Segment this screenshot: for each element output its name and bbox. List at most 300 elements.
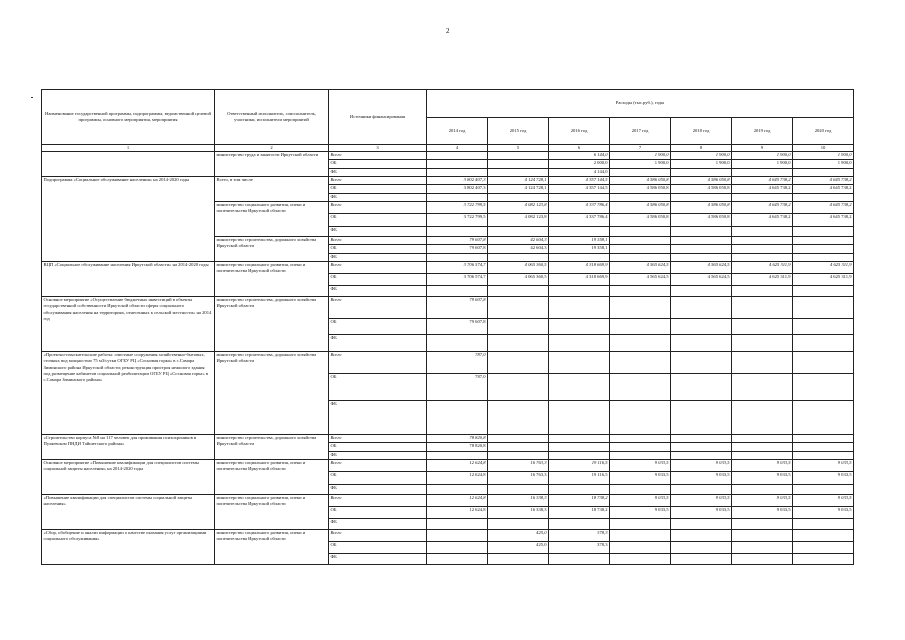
expense-value: 4 357 144,5: [549, 185, 610, 194]
funding-source: ОБ: [329, 374, 427, 401]
expense-value: 1 900,0: [671, 152, 732, 160]
executor: министерство социального развития, опеки и попечительства Иркутской области: [215, 202, 329, 237]
expense-value: [732, 237, 793, 245]
funding-source: Всего: [329, 352, 427, 374]
expense-value: 3 802 407,3: [427, 177, 488, 185]
header-name: Наименование государственной программы, подпрограммы, ведомственной целевой программы, основного мероприятия, мероприятия: [42, 90, 215, 145]
expense-value: [671, 530, 732, 542]
expense-value: [732, 227, 793, 237]
expense-value: [793, 554, 854, 565]
expense-value: [793, 335, 854, 352]
expense-value: [427, 169, 488, 177]
expense-value: [610, 352, 671, 374]
expense-value: 9 033,5: [671, 495, 732, 507]
column-number: 6: [549, 145, 610, 152]
expense-value: 19 358,1: [549, 245, 610, 254]
column-number: 3: [329, 145, 427, 152]
expense-value: 4 645 738,2: [793, 185, 854, 194]
expense-value: [732, 401, 793, 435]
funding-source: Всего: [329, 262, 427, 274]
expense-value: 3 802 407,3: [427, 185, 488, 194]
expense-value: 1 900,0: [610, 160, 671, 169]
expense-value: 9 033,5: [610, 460, 671, 472]
expense-value: [793, 352, 854, 374]
expense-value: [549, 443, 610, 452]
expense-value: [549, 335, 610, 352]
expense-value: 3 706 574,7: [427, 274, 488, 286]
expense-value: 9 033,5: [732, 507, 793, 519]
expense-value: [671, 194, 732, 202]
executor: министерство строительства, дорожного хозяйства Иркутской области: [215, 435, 329, 460]
activity-name: «Повышение квалификации для специалистов системы социальной защиты населения»: [42, 495, 215, 530]
expense-value: [610, 554, 671, 565]
funding-source: ОБ: [329, 443, 427, 452]
expense-value: [427, 554, 488, 565]
expense-value: 9 033,5: [610, 495, 671, 507]
funding-source: ФБ: [329, 169, 427, 177]
header-expenses: Расходы (тыс.руб.), годы: [427, 90, 854, 118]
expense-value: [549, 297, 610, 319]
expense-value: 1 900,0: [610, 152, 671, 160]
expense-value: [549, 286, 610, 297]
funding-source: ФБ: [329, 485, 427, 495]
expense-value: 78 820,8: [427, 443, 488, 452]
column-number: 2: [215, 145, 329, 152]
page-number: 2: [446, 27, 450, 35]
expense-value: 787,0: [427, 374, 488, 401]
column-number: 10: [793, 145, 854, 152]
expense-value: 79 607,8: [427, 245, 488, 254]
expense-value: 4 586 050,8: [610, 185, 671, 194]
expense-value: [610, 519, 671, 530]
expense-value: [793, 254, 854, 262]
executor: министерство социального развития, опеки и попечительства Иркутской области: [215, 262, 329, 297]
expense-value: [488, 169, 549, 177]
expense-value: [610, 374, 671, 401]
expense-value: 9 033,5: [732, 460, 793, 472]
expense-value: [427, 227, 488, 237]
activity-name: «Строительство корпуса №8 на 117 человек для проживания психохроников в Пуляевском ПНДИ Тайшетского района»: [42, 435, 215, 460]
expense-value: [488, 319, 549, 335]
expense-value: 12 624,8: [427, 460, 488, 472]
expense-value: 787,0: [427, 352, 488, 374]
funding-source: Всего: [329, 530, 427, 542]
table-row: [42, 152, 854, 160]
expense-value: [671, 374, 732, 401]
header-year: 2020 год: [793, 118, 854, 145]
expense-value: [671, 297, 732, 319]
header-year: 2017 год: [610, 118, 671, 145]
expense-value: [610, 435, 671, 443]
expense-value: 4 337 786,4: [549, 214, 610, 227]
expense-value: 9 033,5: [732, 495, 793, 507]
expense-value: 16 763,3: [488, 472, 549, 485]
expense-value: [427, 485, 488, 495]
expense-value: [488, 554, 549, 565]
expense-value: 1 900,0: [671, 160, 732, 169]
expense-value: [610, 237, 671, 245]
expense-value: 1 900,0: [732, 160, 793, 169]
expense-value: [732, 542, 793, 554]
expense-value: [427, 530, 488, 542]
expense-value: 4 586 050,8: [610, 214, 671, 227]
funding-source: ОБ: [329, 542, 427, 554]
funding-source: ФБ: [329, 519, 427, 530]
expense-value: [549, 319, 610, 335]
header-year: 2019 год: [732, 118, 793, 145]
expense-value: [732, 554, 793, 565]
expense-value: [549, 194, 610, 202]
expense-value: 19 116,5: [549, 460, 610, 472]
expense-value: 9 033,5: [671, 507, 732, 519]
expense-value: [732, 519, 793, 530]
expense-value: 4 645 738,2: [732, 214, 793, 227]
expense-value: 4 082 123,8: [488, 202, 549, 214]
funding-source: Всего: [329, 460, 427, 472]
expense-value: [671, 254, 732, 262]
activity-name: ВЦП «Социальное обслуживание населения Иркутской области» на 2014-2020 годы: [42, 262, 215, 297]
expense-value: [671, 519, 732, 530]
expense-value: 4 144,0: [549, 169, 610, 177]
expense-value: [427, 194, 488, 202]
executor: министерство социального развития, опеки и попечительства Иркутской области: [215, 530, 329, 565]
funding-source: ФБ: [329, 401, 427, 435]
executor: министерство труда и занятости Иркутской области: [215, 152, 329, 177]
expense-value: [671, 169, 732, 177]
expense-value: [671, 286, 732, 297]
expense-value: 4 645 738,2: [732, 177, 793, 185]
expense-value: [793, 319, 854, 335]
expense-value: 4 082 123,8: [488, 214, 549, 227]
expense-value: [732, 485, 793, 495]
expense-value: 1 900,0: [793, 152, 854, 160]
expense-value: [671, 435, 732, 443]
expense-value: 4 586 050,8: [610, 177, 671, 185]
expense-value: [732, 374, 793, 401]
column-number: 5: [488, 145, 549, 152]
expense-value: [793, 452, 854, 460]
table-row: [42, 530, 854, 542]
expense-value: 4 124 728,1: [488, 177, 549, 185]
expense-value: [427, 160, 488, 169]
funding-source: ФБ: [329, 335, 427, 352]
expense-value: [427, 401, 488, 435]
column-number: 1: [42, 145, 215, 152]
expense-value: [610, 245, 671, 254]
expense-value: 2 000,0: [549, 160, 610, 169]
expense-value: 4 625 311,9: [732, 274, 793, 286]
expense-value: [549, 401, 610, 435]
expense-value: [488, 435, 549, 443]
expense-value: [671, 554, 732, 565]
expense-value: [549, 554, 610, 565]
expense-value: [427, 519, 488, 530]
expense-value: [732, 297, 793, 319]
table-row: [42, 435, 854, 443]
expense-value: [732, 435, 793, 443]
expense-value: 4 565 624,5: [610, 262, 671, 274]
expense-value: [427, 152, 488, 160]
funding-source: ФБ: [329, 554, 427, 565]
funding-source: ОБ: [329, 274, 427, 286]
expense-value: 3 722 799,5: [427, 202, 488, 214]
expense-value: 9 033,5: [610, 507, 671, 519]
expense-value: [488, 194, 549, 202]
activity-name: «Проектно-изыскательские работы: очистные сооружения хозяйственно-бытовых, сточных вод мощностью 75 м3/сутки ОГБУ РЦ «Сосновая горка» в с.Самара Зиминского района Иркутской области; реконструкция пристроя нежилого здания под размещение кабинетов социальной реабилитации ОГБУ РЦ «Сосновая горка» в с.Самара Зиминского района»: [42, 352, 215, 435]
header-year: 2018 год: [671, 118, 732, 145]
funding-source: Всего: [329, 152, 427, 160]
expense-value: [793, 542, 854, 554]
expense-value: 4 586 050,8: [671, 185, 732, 194]
expense-value: [610, 254, 671, 262]
expense-value: [610, 319, 671, 335]
expense-value: 12 624,8: [427, 472, 488, 485]
expense-value: [732, 452, 793, 460]
column-number: 4: [427, 145, 488, 152]
header-year: 2014 год: [427, 118, 488, 145]
activity-name: Основное мероприятие «Осуществление бюджетных инвестиций в объекты государственной собственности Иркутской области сферы социального обслуживания населения на территориях, отнесенных к сельской местности» на 2014 год: [42, 297, 215, 352]
expense-value: [610, 530, 671, 542]
activity-name: Основное мероприятие «Повышение квалификации для специалистов системы социальной защиты населения» на 2014-2020 годы: [42, 460, 215, 495]
expense-value: [610, 443, 671, 452]
expense-value: 18 738,2: [549, 495, 610, 507]
expense-value: [671, 452, 732, 460]
expense-value: 16 763,3: [488, 460, 549, 472]
expense-value: [549, 352, 610, 374]
expense-value: 378,3: [549, 542, 610, 554]
expense-value: 9 033,5: [793, 460, 854, 472]
expense-value: 79 607,8: [427, 319, 488, 335]
expense-value: [610, 335, 671, 352]
expense-value: [793, 237, 854, 245]
expense-value: 4 318 669,9: [549, 262, 610, 274]
expense-value: [549, 227, 610, 237]
expense-value: [793, 443, 854, 452]
expense-value: [793, 485, 854, 495]
expense-value: [793, 286, 854, 297]
expense-value: 9 033,5: [671, 472, 732, 485]
expense-value: 4 065 360,5: [488, 274, 549, 286]
expense-value: 9 033,5: [671, 460, 732, 472]
expense-value: [427, 452, 488, 460]
column-number: 8: [671, 145, 732, 152]
funding-source: ОБ: [329, 185, 427, 194]
expense-value: 4 586 050,8: [671, 202, 732, 214]
expense-value: 18 738,2: [549, 507, 610, 519]
expense-value: 4 645 738,2: [793, 214, 854, 227]
funding-source: ОБ: [329, 507, 427, 519]
expense-value: 4 357 144,5: [549, 177, 610, 185]
executor: министерство социального развития, опеки и попечительства Иркутской области: [215, 460, 329, 495]
expense-value: 16 338,3: [488, 507, 549, 519]
expense-value: [671, 319, 732, 335]
header-executor: Ответственный исполнитель, соисполнитель, участники, исполнители мероприятий: [215, 90, 329, 145]
expense-value: [427, 254, 488, 262]
expense-value: [488, 254, 549, 262]
expense-value: 4 586 050,8: [671, 177, 732, 185]
activity-name: Подпрограмма «Социальное обслуживание населения» на 2014-2020 годы: [42, 177, 215, 262]
expense-value: 6 144,0: [549, 152, 610, 160]
executor: министерство социального развития, опеки и попечительства Иркутской области: [215, 495, 329, 530]
expense-value: 12 624,8: [427, 495, 488, 507]
expense-value: 42 604,3: [488, 245, 549, 254]
expense-value: [732, 254, 793, 262]
margin-mark: [31, 97, 33, 98]
expense-value: 4 565 624,5: [610, 274, 671, 286]
expense-value: 4 645 738,2: [793, 202, 854, 214]
executor: министерство строительства, дорожного хозяйства Иркутской области: [215, 297, 329, 352]
expense-value: [488, 335, 549, 352]
expense-value: 4 625 311,9: [793, 262, 854, 274]
expense-value: [610, 286, 671, 297]
funding-source: ОБ: [329, 245, 427, 254]
executor: министерство строительства, дорожного хозяйства Иркутской области: [215, 352, 329, 435]
expense-value: [488, 452, 549, 460]
expense-value: 9 033,5: [793, 472, 854, 485]
expense-value: [610, 452, 671, 460]
expense-value: [610, 542, 671, 554]
expense-value: 4 586 050,8: [610, 202, 671, 214]
expense-value: [732, 194, 793, 202]
expense-value: [610, 297, 671, 319]
expense-value: [793, 245, 854, 254]
expense-value: [549, 519, 610, 530]
funding-source: Всего: [329, 297, 427, 319]
expense-value: [732, 319, 793, 335]
funding-source: ФБ: [329, 286, 427, 297]
expense-value: [610, 169, 671, 177]
expense-value: 4 065 360,5: [488, 262, 549, 274]
table-row: [42, 177, 854, 185]
expense-value: [488, 152, 549, 160]
expense-value: 425,0: [488, 542, 549, 554]
expense-value: [671, 485, 732, 495]
expense-value: 9 033,5: [610, 472, 671, 485]
expense-value: [427, 286, 488, 297]
table-row: [42, 297, 854, 319]
expense-value: [488, 297, 549, 319]
expense-value: [610, 401, 671, 435]
expense-value: 1 900,0: [793, 160, 854, 169]
header-year: 2015 год: [488, 118, 549, 145]
budget-table: [41, 89, 854, 565]
funding-source: Всего: [329, 495, 427, 507]
executor: Всего, в том числе: [215, 177, 329, 202]
expense-value: 4 565 624,5: [671, 274, 732, 286]
funding-source: ФБ: [329, 194, 427, 202]
expense-value: [610, 485, 671, 495]
funding-source: ФБ: [329, 254, 427, 262]
funding-source: ОБ: [329, 319, 427, 335]
expense-value: 4 645 738,2: [732, 185, 793, 194]
expense-value: [488, 160, 549, 169]
expense-value: [732, 169, 793, 177]
expense-value: 79 607,8: [427, 237, 488, 245]
expense-value: 19 358,1: [549, 237, 610, 245]
expense-value: [671, 443, 732, 452]
funding-source: ОБ: [329, 472, 427, 485]
expense-value: [488, 286, 549, 297]
expense-value: [671, 237, 732, 245]
expense-value: [793, 169, 854, 177]
expense-value: 9 033,5: [793, 495, 854, 507]
expense-value: [549, 452, 610, 460]
expense-value: [732, 443, 793, 452]
expense-value: [793, 435, 854, 443]
expense-value: 4 625 311,9: [732, 262, 793, 274]
expense-value: [793, 194, 854, 202]
expense-value: [671, 401, 732, 435]
expense-value: [671, 352, 732, 374]
expense-value: 425,0: [488, 530, 549, 542]
expense-value: [549, 435, 610, 443]
expense-value: [488, 443, 549, 452]
funding-source: Всего: [329, 435, 427, 443]
expense-value: [793, 519, 854, 530]
expense-value: [549, 485, 610, 495]
header-year: 2016 год: [549, 118, 610, 145]
expense-value: [793, 401, 854, 435]
expense-value: [671, 245, 732, 254]
expense-value: [549, 254, 610, 262]
funding-source: ОБ: [329, 160, 427, 169]
expense-value: 9 033,5: [793, 507, 854, 519]
expense-value: [732, 352, 793, 374]
expense-value: 4 625 311,9: [793, 274, 854, 286]
funding-source: Всего: [329, 237, 427, 245]
expense-value: 1 900,0: [732, 152, 793, 160]
expense-value: [488, 401, 549, 435]
expense-value: [732, 286, 793, 297]
expense-value: 4 318 669,9: [549, 274, 610, 286]
activity-name: «Сбор, обобщение и анализ информации о качестве оказания услуг организациями социального обслуживания»: [42, 530, 215, 565]
expense-value: 19 116,5: [549, 472, 610, 485]
funding-source: ФБ: [329, 452, 427, 460]
expense-value: [671, 227, 732, 237]
table-row: [42, 352, 854, 374]
expense-value: 12 624,8: [427, 507, 488, 519]
expense-value: [793, 297, 854, 319]
expense-value: 3 706 574,7: [427, 262, 488, 274]
expense-value: [732, 530, 793, 542]
table-body: [42, 152, 854, 565]
expense-value: 16 338,3: [488, 495, 549, 507]
expense-value: 79 607,8: [427, 297, 488, 319]
expense-value: [610, 227, 671, 237]
expense-value: 4 645 738,2: [793, 177, 854, 185]
expense-value: 42 604,3: [488, 237, 549, 245]
expense-value: [488, 227, 549, 237]
activity-name: [42, 152, 215, 177]
funding-source: ФБ: [329, 227, 427, 237]
funding-source: Всего: [329, 202, 427, 214]
column-number: 9: [732, 145, 793, 152]
expense-value: [488, 485, 549, 495]
expense-value: 378,3: [549, 530, 610, 542]
header-source: Источники финансирования: [329, 90, 427, 145]
funding-source: ОБ: [329, 214, 427, 227]
expense-value: 3 722 799,5: [427, 214, 488, 227]
column-number: 7: [610, 145, 671, 152]
expense-value: [427, 542, 488, 554]
table-row: [42, 495, 854, 507]
expense-value: 4 124 728,1: [488, 185, 549, 194]
expense-value: [427, 335, 488, 352]
expense-value: 9 033,5: [732, 472, 793, 485]
expense-value: [671, 335, 732, 352]
expense-value: 78 820,8: [427, 435, 488, 443]
expense-value: [488, 352, 549, 374]
